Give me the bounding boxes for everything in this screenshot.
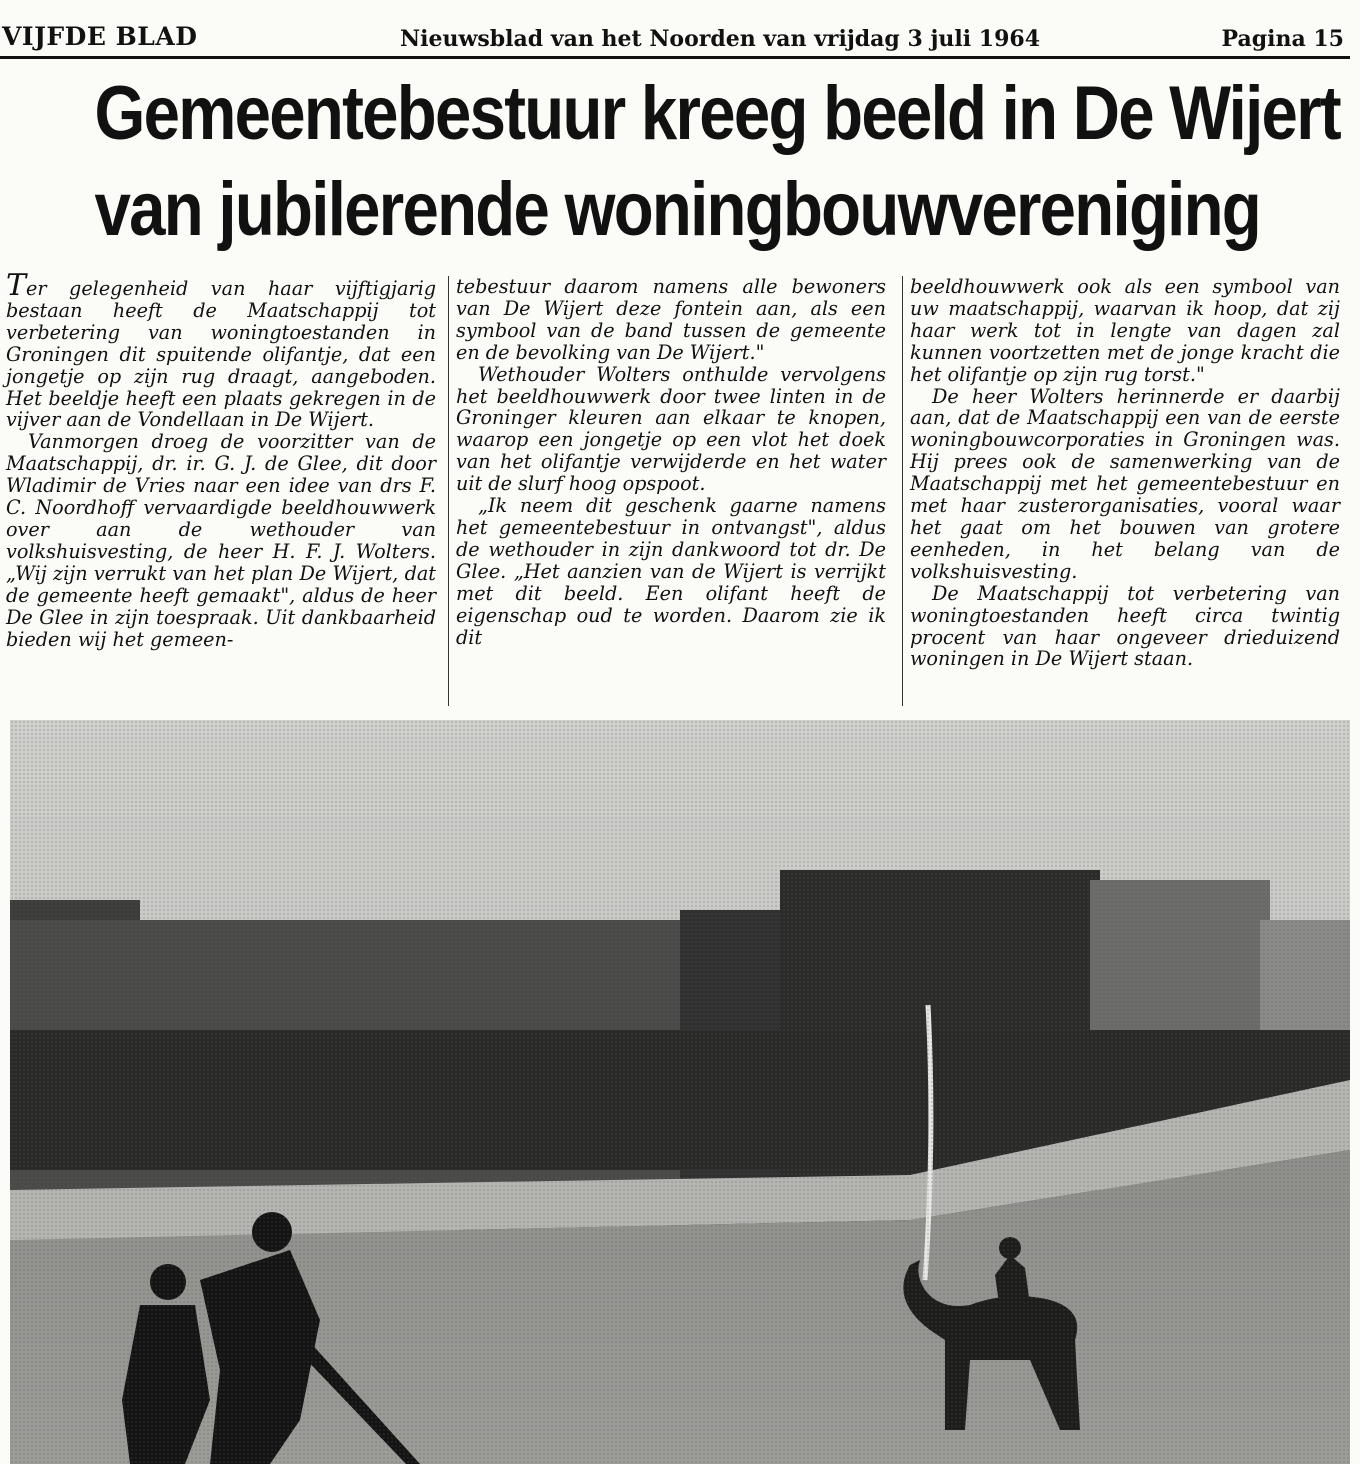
column-divider — [902, 276, 903, 706]
article-column-2 — [456, 276, 886, 706]
paper-and-date: Nieuwsblad van het Noorden van vrijdag 3 juli 1964 — [400, 26, 1040, 52]
article-column-3 — [910, 276, 1340, 706]
article-paragraph: beeldhouwwerk ook als een symbool van uw maatschappij, waarvan ik hoop, dat zij haar werk tot in lengte van dagen zal kunnen voortzetten met de jonge kracht die het olifantje op zijn rug torst." — [910, 275, 1340, 386]
article-paragraph: „Ik neem dit geschenk gaarne namens het gemeentebestuur in ontvangst", aldus de wethouder in zijn dankwoord tot dr. De Glee. „Het aanzien van de Wijert is verrijkt met dit beeld. Een olifant heeft de eigenschap oud te worden. Daarom zie ik dit — [456, 494, 886, 649]
column-divider — [448, 276, 449, 706]
section-label: VIJFDE BLAD — [2, 22, 198, 51]
article-paragraph: tebestuur daarom namens alle bewoners van De Wijert deze fontein aan, als een symbool van de band tussen de gemeente en de bevolking van De Wijert." — [456, 275, 886, 364]
paragraph-text: er gelegenheid van haar vijftigjarig bestaan heeft de Maatschappij tot verbetering van woningtoestanden in Groningen dit spuitende olifantje, dat een jongetje op zijn rug draagt, aangeboden. Het beeldje heeft een plaats gekregen in de vijver aan de Vondellaan in De Wijert. — [6, 277, 436, 432]
page-number: Pagina 15 — [1221, 26, 1344, 52]
article-paragraph: De Maatschappij tot verbetering van woningtoestanden heeft circa twintig procent van haar ongeveer drieduizend woningen in De Wijert staan. — [910, 581, 1340, 671]
article-paragraph: Vanmorgen droeg de voorzitter van de Maatschappij, dr. ir. G. J. de Glee, dit door Wladimir de Vries naar een idee van drs F. C. Noordhoff vervaardigde beeldhouwwerk over aan de wethouder van volkshuisvesting, de heer H. F. J. Wolters. „Wij zijn verrukt van het plan De Wijert, dat de gemeente heeft gemaakt", aldus de heer De Glee in zijn toespraak. Uit dankbaarheid bieden wij het gemeen- — [6, 430, 436, 651]
article-paragraph: De heer Wolters herinnerde er daarbij aan, dat de Maatschappij een van de eerste woningbouwcorporaties in Groningen was. Hij prees ook de samenwerking van de Maatschappij met het gemeentebestuur en met haar zusterorganisaties, vooral waar het gaat om het bouwen van grotere eenheden, in het belang van de volkshuisvesting. — [910, 384, 1340, 583]
headline-line-1: Gemeentebestuur kreeg beeld in De Wijert — [94, 71, 1340, 156]
drop-cap: T — [6, 268, 27, 303]
headline-line-2: van jubilerende woningbouwvereniging — [94, 167, 1261, 252]
article-column-1 — [6, 268, 436, 706]
photo-elephant-fountain — [10, 720, 1350, 1464]
news-photo — [10, 720, 1350, 1464]
masthead — [0, 22, 1360, 58]
article-paragraph — [6, 268, 436, 432]
article-body — [6, 268, 1346, 706]
article-paragraph: Wethouder Wolters onthulde vervolgens het beeldhouwwerk door twee linten in de Groninger kleuren aan elkaar te knopen, waarop een jongetje op een vlot het doek van het olifantje verwijderde en het water uit de slurf hoog opspoot. — [456, 362, 886, 496]
masthead-rule — [0, 56, 1350, 59]
headline — [94, 66, 1340, 258]
